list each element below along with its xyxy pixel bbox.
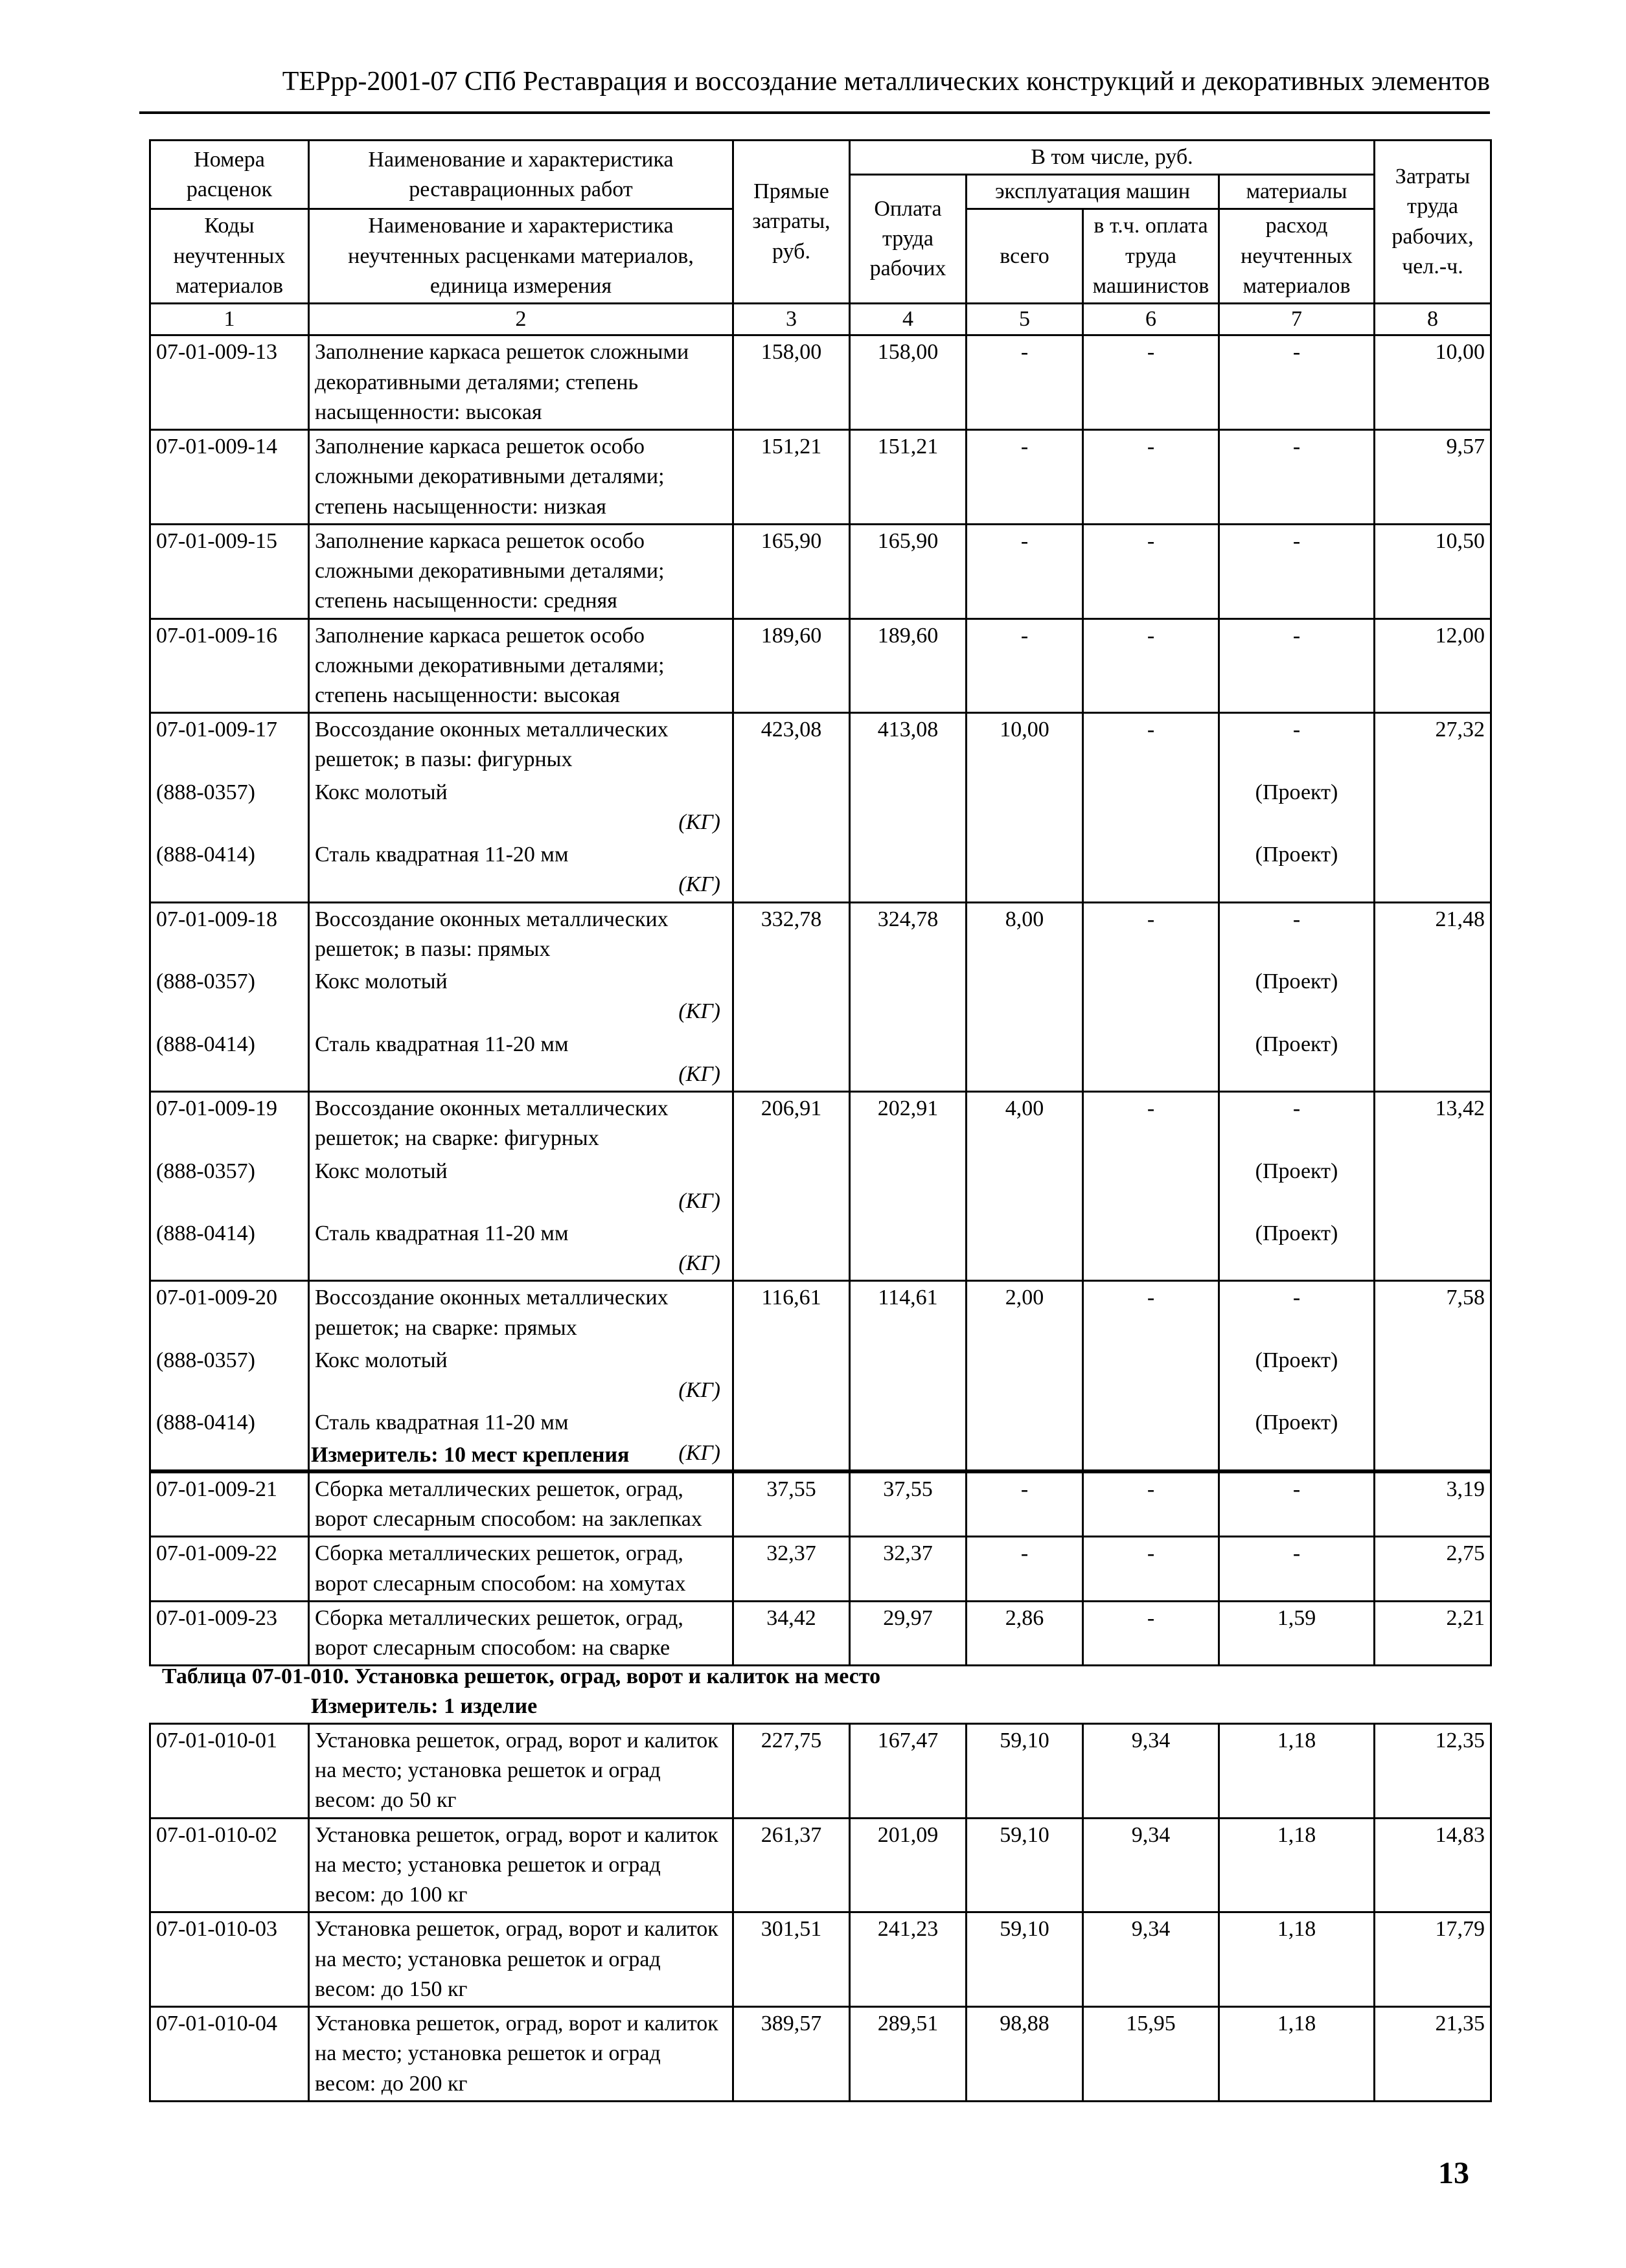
- rate-name: Заполнение каркаса решеток особо сложными декоративными деталями; степень насыщенности: средняя: [309, 524, 733, 618]
- material-name: [309, 1218, 733, 1281]
- machine-cost: -: [967, 430, 1083, 525]
- column-number-6: 6: [1083, 304, 1219, 335]
- material-unit: (КГ): [678, 1251, 720, 1276]
- material-code: (888-0414): [150, 839, 309, 902]
- machine-cost: 59,10: [967, 1724, 1083, 1819]
- rate-code: 07-01-009-13: [150, 335, 309, 430]
- labor-hours: 2,21: [1375, 1601, 1491, 1665]
- material-code: (888-0357): [150, 1155, 309, 1218]
- material-code: (888-0414): [150, 1028, 309, 1092]
- material-code: (888-0357): [150, 966, 309, 1028]
- column-number-3: 3: [733, 304, 850, 335]
- labor-cost: 324,78: [850, 902, 967, 1091]
- table-row: [150, 618, 1491, 713]
- material-name-text: Кокс молотый: [315, 1348, 448, 1372]
- material-name: [309, 777, 733, 839]
- column-number-2: 2: [309, 304, 733, 335]
- direct-cost: 158,00: [733, 335, 850, 430]
- machine-cost: 59,10: [967, 1818, 1083, 1912]
- material-usage: (Проект): [1219, 1218, 1375, 1281]
- labor-cost: 201,09: [850, 1818, 967, 1912]
- machine-cost: 10,00: [967, 713, 1083, 902]
- col-header-mach-total: всего: [967, 209, 1083, 304]
- labor-hours: 17,79: [1375, 1912, 1491, 2007]
- rate-code: 07-01-010-01: [150, 1724, 309, 1819]
- column-number-4: 4: [850, 304, 967, 335]
- rate-name: Сборка металлических решеток, оград, ворот слесарным способом: на заклепках: [309, 1473, 733, 1537]
- machine-labor-cost: -: [1083, 524, 1219, 618]
- labor-hours: 2,75: [1375, 1537, 1491, 1601]
- rate-name: Сборка металлических решеток, оград, ворот слесарным способом: на сварке: [309, 1601, 733, 1665]
- table-row: [150, 1724, 1491, 1819]
- rate-name: Заполнение каркаса решеток сложными декоративными деталями; степень насыщенности: высокая: [309, 335, 733, 430]
- table-title-07-01-010: Таблица 07-01-010. Установка решеток, оград, ворот и калиток на место: [162, 1664, 881, 1688]
- table-row: [150, 335, 1491, 430]
- machine-cost: -: [967, 335, 1083, 430]
- column-number-7: 7: [1219, 304, 1375, 335]
- labor-hours: 12,35: [1375, 1724, 1491, 1819]
- labor-hours: 14,83: [1375, 1818, 1491, 1912]
- price-table-part-2: [149, 1471, 1492, 1666]
- table-row: [150, 2007, 1491, 2102]
- table-row: [150, 1092, 1491, 1155]
- page-number: 13: [1438, 2156, 1469, 2190]
- material-unit: (КГ): [678, 999, 720, 1024]
- labor-hours: 21,48: [1375, 902, 1491, 1091]
- material-cost: 1,18: [1219, 1912, 1375, 2007]
- rate-name: Установка решеток, оград, ворот и калиток на место; установка решеток и оград весом: до 150 кг: [309, 1912, 733, 2007]
- material-usage: (Проект): [1219, 966, 1375, 1028]
- material-cost: -: [1219, 1537, 1375, 1601]
- machine-cost: 4,00: [967, 1092, 1083, 1281]
- machine-cost: 59,10: [967, 1912, 1083, 2007]
- material-cost: 1,18: [1219, 1724, 1375, 1819]
- direct-cost: 389,57: [733, 2007, 850, 2102]
- material-unit: (КГ): [678, 872, 720, 897]
- direct-cost: 189,60: [733, 618, 850, 713]
- material-name: [309, 839, 733, 902]
- material-name-text: Кокс молотый: [315, 780, 448, 804]
- rate-name: Установка решеток, оград, ворот и калиток на место; установка решеток и оград весом: до 200 кг: [309, 2007, 733, 2102]
- labor-hours: 3,19: [1375, 1473, 1491, 1537]
- direct-cost: 151,21: [733, 430, 850, 525]
- labor-hours: 27,32: [1375, 713, 1491, 902]
- material-unit: (КГ): [678, 1061, 720, 1086]
- labor-cost: 413,08: [850, 713, 967, 902]
- machine-cost: 8,00: [967, 902, 1083, 1091]
- material-name-text: Кокс молотый: [315, 970, 448, 994]
- machine-cost: -: [967, 1473, 1083, 1537]
- col-header-incl: В том числе, руб.: [850, 141, 1375, 175]
- page-header: [139, 60, 1490, 114]
- table-row: [150, 430, 1491, 525]
- material-cost: -: [1219, 618, 1375, 713]
- direct-cost: 227,75: [733, 1724, 850, 1819]
- direct-cost: 332,78: [733, 902, 850, 1091]
- material-name-text: Кокс молотый: [315, 1159, 448, 1183]
- machine-labor-cost: -: [1083, 618, 1219, 713]
- material-cost: 1,18: [1219, 1818, 1375, 1912]
- direct-cost: 261,37: [733, 1818, 850, 1912]
- page-title: ТЕРрр-2001-07 СПб Реставрация и воссоздание металлических конструкций и декоративных элементов: [282, 67, 1490, 96]
- labor-cost: 165,90: [850, 524, 967, 618]
- table-row: [150, 1537, 1491, 1601]
- col-header-machines: эксплуатация машин: [967, 175, 1219, 209]
- machine-labor-cost: 9,34: [1083, 1818, 1219, 1912]
- material-cost: -: [1219, 1092, 1375, 1155]
- rate-code: 07-01-009-21: [150, 1473, 309, 1537]
- rate-code: 07-01-009-18: [150, 902, 309, 966]
- machine-labor-cost: -: [1083, 1092, 1219, 1281]
- labor-cost: 189,60: [850, 618, 967, 713]
- machine-labor-cost: -: [1083, 713, 1219, 902]
- column-number-1: 1: [150, 304, 309, 335]
- table-row: [150, 524, 1491, 618]
- direct-cost: 34,42: [733, 1601, 850, 1665]
- material-unit: (КГ): [678, 1188, 720, 1213]
- machine-labor-cost: -: [1083, 335, 1219, 430]
- labor-cost: 289,51: [850, 2007, 967, 2102]
- direct-cost: 165,90: [733, 524, 850, 618]
- direct-cost: 37,55: [733, 1473, 850, 1537]
- material-unit: (КГ): [678, 1378, 720, 1403]
- material-code: (888-0357): [150, 777, 309, 839]
- table-row: [150, 1912, 1491, 2007]
- group-4: [150, 1724, 1491, 2102]
- col-header-name-bottom: Наименование и характеристика неучтенных расценками материалов, единица измерения: [309, 209, 733, 304]
- col-header-direct: Прямые затраты, руб.: [733, 141, 850, 304]
- labor-hours: 7,58: [1375, 1281, 1491, 1470]
- labor-hours: 9,57: [1375, 430, 1491, 525]
- material-usage: (Проект): [1219, 1407, 1375, 1470]
- material-cost: -: [1219, 430, 1375, 525]
- material-name: [309, 1028, 733, 1092]
- labor-cost: 158,00: [850, 335, 967, 430]
- rate-name: Воссоздание оконных металлических решеток; на сварке: прямых: [309, 1281, 733, 1344]
- rate-code: 07-01-009-17: [150, 713, 309, 777]
- machine-labor-cost: -: [1083, 1473, 1219, 1537]
- machine-cost: 2,86: [967, 1601, 1083, 1665]
- machine-labor-cost: -: [1083, 1537, 1219, 1601]
- labor-cost: 202,91: [850, 1092, 967, 1281]
- col-header-codes-bottom: Коды неучтенных материалов: [150, 209, 309, 304]
- material-cost: -: [1219, 335, 1375, 430]
- material-cost: 1,59: [1219, 1601, 1375, 1665]
- machine-labor-cost: -: [1083, 1281, 1219, 1470]
- col-header-labor: Оплата труда рабочих: [850, 175, 967, 304]
- material-usage: (Проект): [1219, 1344, 1375, 1407]
- rate-code: 07-01-010-03: [150, 1912, 309, 2007]
- material-unit: (КГ): [678, 1440, 720, 1465]
- material-cost: -: [1219, 1473, 1375, 1537]
- machine-cost: -: [967, 524, 1083, 618]
- labor-hours: 21,35: [1375, 2007, 1491, 2102]
- labor-cost: 241,23: [850, 1912, 967, 2007]
- labor-cost: 32,37: [850, 1537, 967, 1601]
- labor-cost: 29,97: [850, 1601, 967, 1665]
- material-unit: (КГ): [678, 810, 720, 834]
- table-row: [150, 1281, 1491, 1344]
- meter-2: Измеритель: 1 изделие: [311, 1694, 538, 1718]
- rate-code: 07-01-009-15: [150, 524, 309, 618]
- material-name-text: Сталь квадратная 11-20 мм: [315, 1032, 569, 1056]
- labor-cost: 167,47: [850, 1724, 967, 1819]
- rate-name: Сборка металлических решеток, оград, ворот слесарным способом: на хомутах: [309, 1537, 733, 1601]
- col-header-materials: материалы: [1219, 175, 1375, 209]
- material-name-text: Сталь квадратная 11-20 мм: [315, 1221, 569, 1245]
- material-usage: (Проект): [1219, 1028, 1375, 1092]
- direct-cost: 116,61: [733, 1281, 850, 1470]
- column-number-5: 5: [967, 304, 1083, 335]
- machine-labor-cost: 9,34: [1083, 1724, 1219, 1819]
- machine-labor-cost: -: [1083, 430, 1219, 525]
- machine-labor-cost: 15,95: [1083, 2007, 1219, 2102]
- machine-cost: 98,88: [967, 2007, 1083, 2102]
- material-usage: (Проект): [1219, 777, 1375, 839]
- col-header-mat-usage: расход неучтенных материалов: [1219, 209, 1375, 304]
- machine-labor-cost: -: [1083, 1601, 1219, 1665]
- machine-labor-cost: 9,34: [1083, 1912, 1219, 2007]
- material-usage: (Проект): [1219, 1155, 1375, 1218]
- rate-code: 07-01-009-22: [150, 1537, 309, 1601]
- col-header-mach-labor: в т.ч. оплата труда машинистов: [1083, 209, 1219, 304]
- machine-cost: -: [967, 1537, 1083, 1601]
- rate-name: Установка решеток, оград, ворот и калиток на место; установка решеток и оград весом: до 50 кг: [309, 1724, 733, 1819]
- labor-cost: 151,21: [850, 430, 967, 525]
- rate-code: 07-01-010-02: [150, 1818, 309, 1912]
- material-cost: -: [1219, 524, 1375, 618]
- price-table-07-01-010: [149, 1723, 1492, 2102]
- table-row: [150, 713, 1491, 777]
- rate-code: 07-01-009-19: [150, 1092, 309, 1155]
- material-code: (888-0357): [150, 1344, 309, 1407]
- material-name: [309, 1155, 733, 1218]
- rate-name: Воссоздание оконных металлических решеток; в пазы: прямых: [309, 902, 733, 966]
- rate-name: Воссоздание оконных металлических решеток; в пазы: фигурных: [309, 713, 733, 777]
- labor-hours: 12,00: [1375, 618, 1491, 713]
- rate-name: Воссоздание оконных металлических решеток; на сварке: фигурных: [309, 1092, 733, 1155]
- material-cost: 1,18: [1219, 2007, 1375, 2102]
- material-name-text: Сталь квадратная 11-20 мм: [315, 1411, 569, 1435]
- rate-code: 07-01-009-23: [150, 1601, 309, 1665]
- rate-code: 07-01-009-14: [150, 430, 309, 525]
- col-header-name: Наименование и характеристика реставрационных работ: [309, 141, 733, 209]
- rate-name: Заполнение каркаса решеток особо сложными декоративными деталями; степень насыщенности: высокая: [309, 618, 733, 713]
- labor-cost: 37,55: [850, 1473, 967, 1537]
- machine-cost: -: [967, 618, 1083, 713]
- column-number-row: [150, 304, 1491, 335]
- material-cost: -: [1219, 1281, 1375, 1344]
- direct-cost: 32,37: [733, 1537, 850, 1601]
- direct-cost: 301,51: [733, 1912, 850, 2007]
- material-code: (888-0414): [150, 1218, 309, 1281]
- table-row: [150, 1473, 1491, 1537]
- group-2: [150, 713, 1491, 1471]
- labor-hours: 10,00: [1375, 335, 1491, 430]
- machine-cost: 2,00: [967, 1281, 1083, 1470]
- material-usage: (Проект): [1219, 839, 1375, 902]
- material-name: [309, 966, 733, 1028]
- table-row: [150, 1601, 1491, 1665]
- group-3: [150, 1473, 1491, 1666]
- labor-hours: 13,42: [1375, 1092, 1491, 1281]
- col-header-hours: Затраты труда рабочих, чел.-ч.: [1375, 141, 1491, 304]
- material-cost: -: [1219, 713, 1375, 777]
- table-row: [150, 902, 1491, 966]
- direct-cost: 206,91: [733, 1092, 850, 1281]
- col-header-codes: Номера расценок: [150, 141, 309, 209]
- rate-name: Установка решеток, оград, ворот и калиток на место; установка решеток и оград весом: до 100 кг: [309, 1818, 733, 1912]
- material-cost: -: [1219, 902, 1375, 966]
- direct-cost: 423,08: [733, 713, 850, 902]
- rate-code: 07-01-010-04: [150, 2007, 309, 2102]
- rate-code: 07-01-009-16: [150, 618, 309, 713]
- material-code: (888-0414): [150, 1407, 309, 1470]
- machine-labor-cost: -: [1083, 902, 1219, 1091]
- meter-1: Измеритель: 10 мест крепления: [311, 1443, 630, 1467]
- material-name-text: Сталь квадратная 11-20 мм: [315, 843, 569, 867]
- price-table: [149, 139, 1492, 1471]
- table-header: [150, 141, 1491, 335]
- group-1: [150, 335, 1491, 713]
- material-name: [309, 1344, 733, 1407]
- rate-name: Заполнение каркаса решеток особо сложными декоративными деталями; степень насыщенности: низкая: [309, 430, 733, 525]
- labor-hours: 10,50: [1375, 524, 1491, 618]
- labor-cost: 114,61: [850, 1281, 967, 1470]
- table-row: [150, 1818, 1491, 1912]
- rate-code: 07-01-009-20: [150, 1281, 309, 1344]
- column-number-8: 8: [1375, 304, 1491, 335]
